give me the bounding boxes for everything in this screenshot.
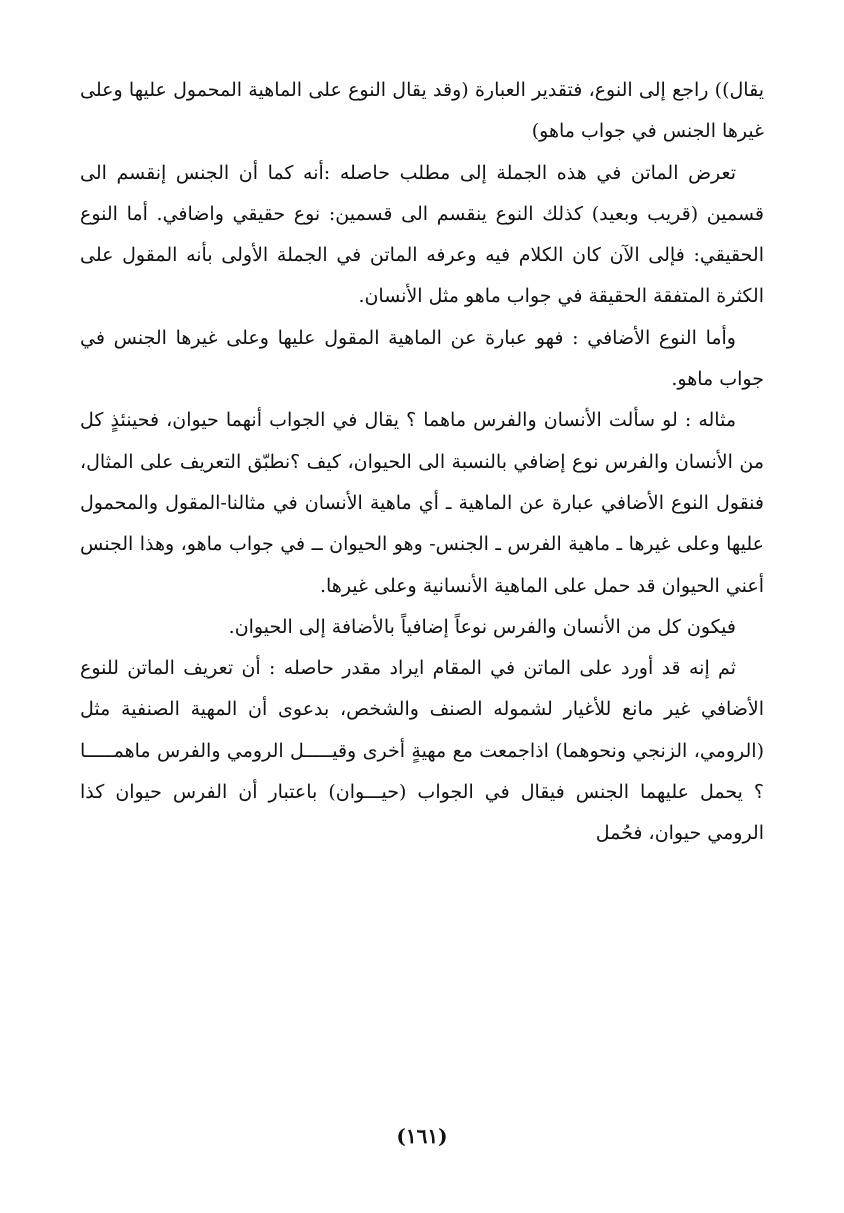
body-text: [80, 70, 764, 855]
paragraph-2: تعرض الماتن في هذه الجملة إلى مطلب حاصله :أنه كما أن الجنس إنقسم الى قسمين (قريب وبعيد) كذلك النوع ينقسم الى قسمين: نوع حقيقي واضافي. أما النوع الحقيقي: فإلى الآن كان الكلام فيه وعرفه الماتن في الجملة الأولى بأنه المقول على الكثرة المتفقة الحقيقة في جواب ماهو مثل الأنسان.: [80, 161, 764, 308]
paragraph-6: ثم إنه قد أورد على الماتن في المقام ايراد مقدر حاصله : أن تعريف الماتن للنوع الأضافي غير مانع للأغيار لشموله الصنف والشخص، بدعوى أن المهية الصنفية مثل (الرومي، الزنجي ونحوهما) اذاجمعت مع مهيةٍ أخرى وقيـــــل الرومي والفرس ماهمـــــا ؟ يحمل عليهما الجنس فيقال في الجواب (حيـــوان) باعتبار أن الفرس حيوان كذا الرومي حيوان، فحُمل: [80, 657, 764, 845]
paragraph-3: وأما النوع الأضافي : فهو عبارة عن الماهية المقول عليها وعلى غيرها الجنس في جواب ماهو.: [80, 326, 764, 391]
paragraph-1: يقال)) راجع إلى النوع، فتقدير العبارة (وقد يقال النوع على الماهية المحمول عليها وعلى غيرها الجنس في جواب ماهو): [80, 79, 764, 143]
paragraph-4: مثاله : لو سألت الأنسان والفرس ماهما ؟ يقال في الجواب أنهما حيوان، فحينئذٍ كل من الأنسان والفرس نوع إضافي بالنسبة الى الحيوان، كيف ؟نطبّق التعريف على المثال، فنقول النوع الأضافي عبارة عن الماهية ـ أي ماهية الأنسان في مثالنا-المقول والمحمول عليها وعلى غيرها ـ ماهية الفرس ـ الجنس- وهو الحيوان ــ في جواب ماهو، وهذا الجنس أعني الحيوان قد حمل على الماهية الأنسانية وعلى غيرها.: [80, 409, 764, 597]
paragraph-5: فيكون كل من الأنسان والفرس نوعاً إضافياً بالأضافة إلى الحيوان.: [228, 615, 736, 638]
page-number: (١٦١): [396, 1124, 448, 1148]
